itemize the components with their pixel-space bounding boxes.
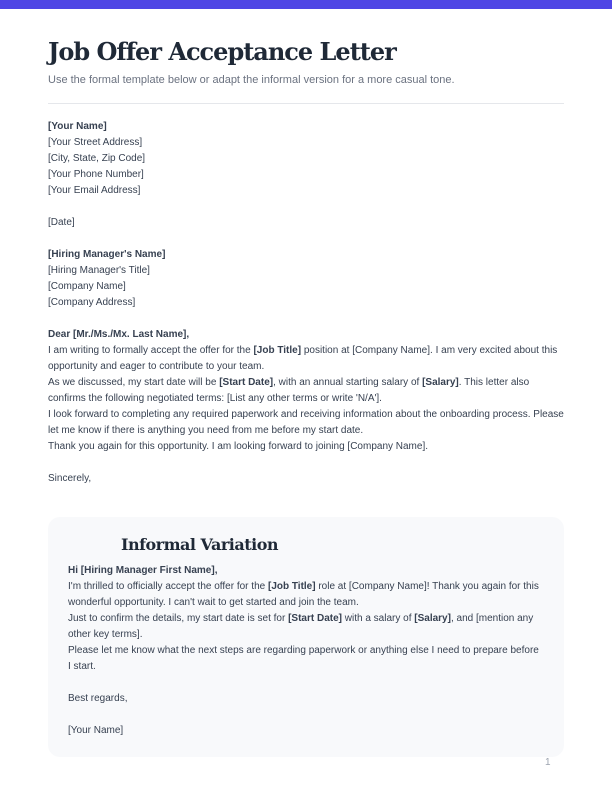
recipient-title-line: [Hiring Manager's Title] bbox=[48, 265, 150, 276]
paragraph-text: Just to confirm the details, my start date is set for bbox=[68, 613, 289, 624]
sender-email-line: [Your Email Address] bbox=[48, 185, 141, 196]
page-content bbox=[0, 38, 612, 757]
paragraph-text: , with an annual starting salary of bbox=[273, 377, 423, 388]
page-subtitle: Use the formal template below or adapt the informal version for a more casual tone. bbox=[48, 74, 455, 86]
job-title-placeholder: [Job Title] bbox=[253, 345, 302, 356]
paragraph-text: , and [mention any other key terms]. bbox=[68, 613, 534, 640]
job-title-placeholder: [Job Title] bbox=[267, 581, 316, 592]
sender-block bbox=[48, 119, 564, 199]
informal-paragraph-3: Please let me know what the next steps are regarding paperwork or anything else I need to prepare before I start. bbox=[68, 645, 539, 672]
sender-street-line: [Your Street Address] bbox=[48, 137, 143, 148]
closing-block bbox=[48, 471, 564, 487]
formal-letter bbox=[48, 119, 564, 487]
formal-paragraph-1 bbox=[48, 343, 564, 375]
informal-paragraph-2 bbox=[68, 611, 544, 643]
formal-paragraph-3: I look forward to completing any required paperwork and receiving information about the onboarding process. Please let me know if there is anything you need from me before my start date. bbox=[48, 409, 564, 436]
paragraph-text: role at [Company Name]! Thank you again for this wonderful opportunity. I can't wait to get started and join the team. bbox=[68, 581, 539, 608]
paragraph-text: position at [Company Name]. I am very excited about this opportunity and eager to contribute to your team. bbox=[48, 345, 558, 372]
informal-salutation-line: Hi [Hiring Manager First Name], bbox=[68, 565, 218, 576]
paragraph-text: I'm thrilled to officially accept the offer for the bbox=[68, 581, 268, 592]
top-accent-bar bbox=[0, 0, 612, 9]
formal-paragraph-2 bbox=[48, 375, 564, 407]
recipient-block bbox=[48, 247, 564, 311]
start-date-placeholder: [Start Date] bbox=[219, 377, 274, 388]
sender-phone-line: [Your Phone Number] bbox=[48, 169, 144, 180]
date-block bbox=[48, 215, 564, 231]
informal-variation-box bbox=[48, 517, 564, 757]
date-line: [Date] bbox=[48, 217, 75, 228]
informal-signature-line: [Your Name] bbox=[68, 725, 124, 736]
informal-body-block bbox=[68, 563, 544, 675]
salary-placeholder: [Salary] bbox=[422, 377, 459, 388]
start-date-placeholder: [Start Date] bbox=[288, 613, 342, 624]
informal-variation-heading: Informal Variation bbox=[121, 535, 279, 554]
paragraph-text: . This letter also confirms the following negotiated terms: [List any other terms or write 'N/A']. bbox=[48, 377, 530, 404]
recipient-address-line: [Company Address] bbox=[48, 297, 136, 308]
informal-closing-block bbox=[68, 691, 544, 707]
page-number: 1 bbox=[545, 757, 551, 768]
page-title: Job Offer Acceptance Letter bbox=[48, 37, 396, 66]
informal-closing-line: Best regards, bbox=[68, 693, 128, 704]
sender-city-line: [City, State, Zip Code] bbox=[48, 153, 146, 164]
salutation-line: Dear [Mr./Ms./Mx. Last Name], bbox=[48, 329, 190, 340]
paragraph-text: with a salary of bbox=[342, 613, 415, 624]
paragraph-text: I am writing to formally accept the offer for the bbox=[48, 345, 254, 356]
recipient-name-line: [Hiring Manager's Name] bbox=[48, 249, 166, 260]
header-divider bbox=[48, 103, 564, 104]
letter-body-block bbox=[48, 327, 564, 455]
paragraph-text: As we discussed, my start date will be bbox=[48, 377, 220, 388]
informal-signature-block bbox=[68, 723, 544, 739]
sender-name-line: [Your Name] bbox=[48, 121, 107, 132]
salary-placeholder: [Salary] bbox=[414, 613, 451, 624]
closing-line: Sincerely, bbox=[48, 473, 92, 484]
recipient-company-line: [Company Name] bbox=[48, 281, 126, 292]
informal-paragraph-1 bbox=[68, 579, 544, 611]
formal-paragraph-4: Thank you again for this opportunity. I am looking forward to joining [Company Name]. bbox=[48, 441, 429, 452]
